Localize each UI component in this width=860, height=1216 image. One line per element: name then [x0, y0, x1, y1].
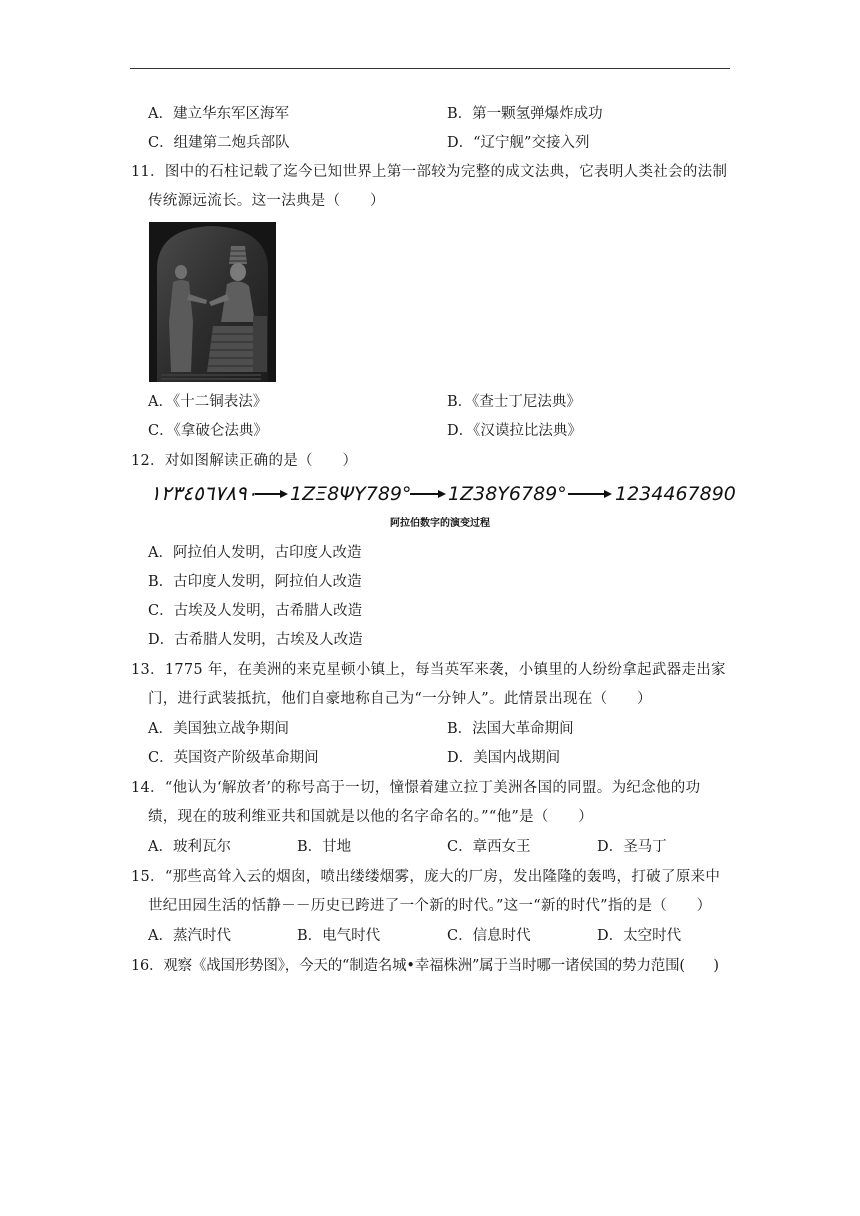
q14-option-b[interactable]: B．甘地	[297, 839, 352, 855]
q15-option-a[interactable]: A．蒸汽时代	[148, 928, 231, 944]
q13-option-c[interactable]: C．英国资产阶级革命期间	[148, 750, 319, 766]
q12-option-b[interactable]: B．古印度人发明，阿拉伯人改造	[148, 574, 362, 590]
q15-option-b[interactable]: B．电气时代	[297, 928, 381, 944]
q14-stem-line2: 绩，现在的玻利维亚共和国就是以他的名字命名的。”“他”是（ ）	[148, 809, 594, 825]
numerals-stage-4: 1234467890	[615, 483, 736, 505]
q13-option-b[interactable]: B．法国大革命期间	[447, 721, 574, 737]
q11-option-c[interactable]: C．《拿破仑法典》	[148, 423, 268, 439]
q12-option-a[interactable]: A．阿拉伯人发明，古印度人改造	[148, 545, 362, 561]
q11-stem-line2: 传统源远流长。这一法典是（ ）	[148, 193, 385, 209]
stele-image	[149, 222, 276, 382]
q10-option-d[interactable]: D．“辽宁舰”交接入列	[447, 135, 590, 151]
numerals-stage-1: ١٢٣٤٥٦٧٨٩٠	[150, 481, 258, 505]
q12-option-d[interactable]: D．古希腊人发明，古埃及人改造	[148, 632, 363, 648]
q11-option-b[interactable]: B．《查士丁尼法典》	[447, 394, 581, 410]
q11-option-a[interactable]: A．《十二铜表法》	[148, 394, 268, 410]
q13-option-a[interactable]: A．美国独立战争期间	[148, 721, 289, 737]
q14-option-a[interactable]: A．玻利瓦尔	[148, 839, 231, 855]
q10-option-b[interactable]: B．第一颗氢弹爆炸成功	[447, 106, 603, 122]
q14-stem-line1: 14．“他认为‘解放者’的称号高于一切，憧憬着建立拉丁美洲各国的同盟。为纪念他的功	[131, 780, 701, 796]
numerals-stage-3: 1Z38Y6789°	[448, 483, 567, 505]
q14-option-d[interactable]: D．圣马丁	[597, 839, 667, 855]
q11-option-d[interactable]: D．《汉谟拉比法典》	[447, 423, 582, 439]
q14-option-c[interactable]: C．章西女王	[447, 839, 531, 855]
q12-option-c[interactable]: C．古埃及人发明，古希腊人改造	[148, 603, 363, 619]
numerals-stage-2: 1ΖΞ8ΨΥ789°	[290, 483, 412, 505]
q15-stem-line1: 15．“那些高耸入云的烟囱，喷出缕缕烟雾，庞大的厂房，发出隆隆的轰鸣，打破了原来中	[131, 869, 721, 885]
arabic-numerals-evolution-figure	[148, 478, 748, 538]
q15-stem-line2: 世纪田园生活的恬静－－历史已跨进了一个新的时代。”这一“新的时代”指的是（ ）	[148, 898, 712, 914]
q15-option-d[interactable]: D．太空时代	[597, 928, 682, 944]
q13-option-d[interactable]: D．美国内战期间	[447, 750, 561, 766]
q15-option-c[interactable]: C．信息时代	[447, 928, 531, 944]
figure-caption: 阿拉伯数字的演变过程	[390, 518, 490, 529]
q10-option-c[interactable]: C．组建第二炮兵部队	[148, 135, 290, 151]
q13-stem-line2: 门，进行武装抵抗，他们自豪地称自己为“一分钟人”。此情景出现在（ ）	[148, 691, 652, 707]
q11-stem-line1: 11．图中的石柱记载了迄今已知世界上第一部较为完整的成文法典，它表明人类社会的法制	[131, 164, 728, 180]
q12-stem: 12．对如图解读正确的是（ ）	[131, 453, 358, 469]
q13-stem-line1: 13．1775 年，在美洲的来克星顿小镇上，每当英军来袭，小镇里的人纷纷拿起武器走出家	[131, 662, 726, 678]
q16-stem: 16．观察《战国形势图》，今天的“制造名城•幸福株洲”属于当时哪一诸侯国的势力范围( )	[131, 958, 719, 974]
q10-option-a[interactable]: A．建立华东军区海军	[148, 106, 289, 122]
header-rule	[130, 68, 730, 69]
